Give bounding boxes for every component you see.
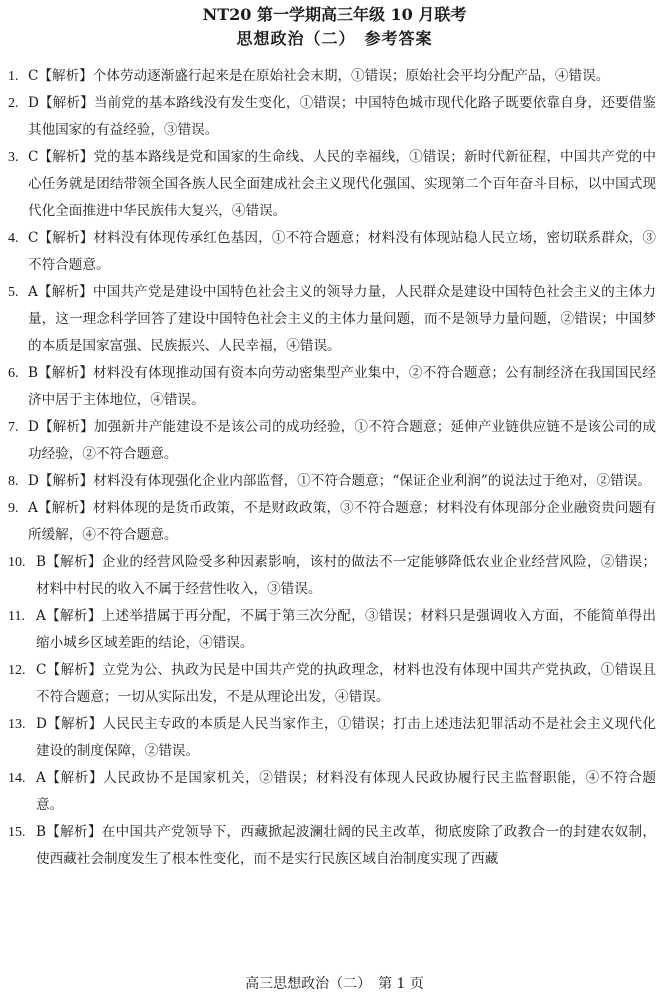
answer-item (8, 603, 656, 657)
answer-item (8, 657, 656, 711)
answer-text: D【解析】材料没有体现强化企业内部监督，①不符合题意；“保证企业利润”的说法过于绝对，②错误。 (28, 473, 651, 489)
answer-item (8, 63, 656, 90)
answer-number: 9. (8, 501, 19, 516)
answer-text: A【解析】中国共产党是建设中国特色社会主义的领导力量，人民群众是建设中国特色社会主义的主体力量，这一理念科学回答了建设中国特色社会主义的主体力量问题，而不是领导力量问题，②错误；中国梦的本质是国家富强、民族振兴、人民幸福，④错误。 (28, 284, 656, 354)
answer-text: D【解析】人民民主专政的本质是人民当家作主，①错误；打击上述违法犯罪活动不是社会主义现代化建设的制度保障，②错误。 (36, 716, 656, 759)
answer-number: 4. (8, 231, 19, 246)
answer-item (8, 819, 656, 873)
answer-text: C【解析】材料没有体现传承红色基因，①不符合题意；材料没有体现站稳人民立场，密切联系群众，③不符合题意。 (28, 230, 656, 273)
answer-text: A【解析】材料体现的是货币政策，不是财政政策，③不符合题意；材料没有体现部分企业融资贵问题有所缓解，④不符合题意。 (28, 500, 656, 543)
answer-item (8, 468, 656, 495)
answer-number: 15. (8, 825, 26, 840)
answer-number: 3. (8, 150, 19, 165)
answer-text: C【解析】个体劳动逐渐盛行起来是在原始社会末期，①错误；原始社会平均分配产品，④错误。 (28, 68, 610, 84)
answer-number: 13. (8, 717, 26, 732)
answer-number: 11. (8, 609, 25, 624)
answer-number: 2. (8, 96, 19, 111)
answer-item (8, 279, 656, 360)
answer-text: D【解析】当前党的基本路线没有发生变化，①错误；中国特色城市现代化路子既要依靠自身，还要借鉴其他国家的有益经验，③错误。 (28, 95, 656, 138)
answer-item (8, 711, 656, 765)
answer-number: 6. (8, 366, 19, 381)
answer-number: 10. (8, 555, 26, 570)
document-subtitle: 思想政治（二） 参考答案 (236, 29, 433, 48)
answer-item (8, 414, 656, 468)
answer-item (8, 765, 656, 819)
answer-text: B【解析】材料没有体现推动国有资本向劳动密集型产业集中，②不符合题意；公有制经济在我国国民经济中居于主体地位，④错误。 (28, 365, 656, 408)
answer-number: 12. (8, 663, 26, 678)
answer-number: 7. (8, 420, 19, 435)
answer-text: D【解析】加强新井产能建设不是该公司的成功经验，①不符合题意；延伸产业链供应链不是该公司的成功经验，②不符合题意。 (28, 419, 656, 462)
answer-list (8, 63, 656, 873)
answer-item (8, 495, 656, 549)
page-footer: 高三思想政治（二） 第 1 页 (245, 976, 424, 992)
answer-text: C【解析】党的基本路线是党和国家的生命线、人民的幸福线，①错误；新时代新征程，中国共产党的中心任务就是团结带领全国各族人民全面建成社会主义现代化强国、实现第二个百年奋斗目标，以中国式现代化全面推进中华民族伟大复兴，④错误。 (28, 149, 656, 219)
answer-item (8, 549, 656, 603)
answer-number: 14. (8, 771, 26, 786)
answer-text: B【解析】企业的经营风险受多种因素影响，该村的做法不一定能够降低农业企业经营风险，②错误；材料中村民的收入不属于经营性收入，③错误。 (36, 554, 656, 597)
answer-number: 5. (8, 285, 19, 300)
document-title: NT20 第一学期高三年级 10 月联考 (202, 5, 467, 24)
answer-item (8, 360, 656, 414)
answer-item (8, 225, 656, 279)
answer-item (8, 144, 656, 225)
answer-text: C【解析】立党为公、执政为民是中国共产党的执政理念，材料也没有体现中国共产党执政，①错误且不符合题意；一切从实际出发，不是从理论出发，④错误。 (36, 662, 656, 705)
answer-number: 8. (8, 474, 19, 489)
answer-text: A【解析】人民政协不是国家机关，②错误；材料没有体现人民政协履行民主监督职能，④不符合题意。 (36, 770, 656, 813)
answer-number: 1. (8, 69, 19, 84)
answer-item (8, 90, 656, 144)
answer-text: B【解析】在中国共产党领导下，西藏掀起波澜壮阔的民主改革，彻底废除了政教合一的封建农奴制，使西藏社会制度发生了根本性变化，而不是实行民族区域自治制度实现了西藏 (36, 824, 656, 867)
answer-text: A【解析】上述举措属于再分配，不属于第三次分配，③错误；材料只是强调收入方面，不能简单得出缩小城乡区域差距的结论，④错误。 (36, 608, 656, 651)
